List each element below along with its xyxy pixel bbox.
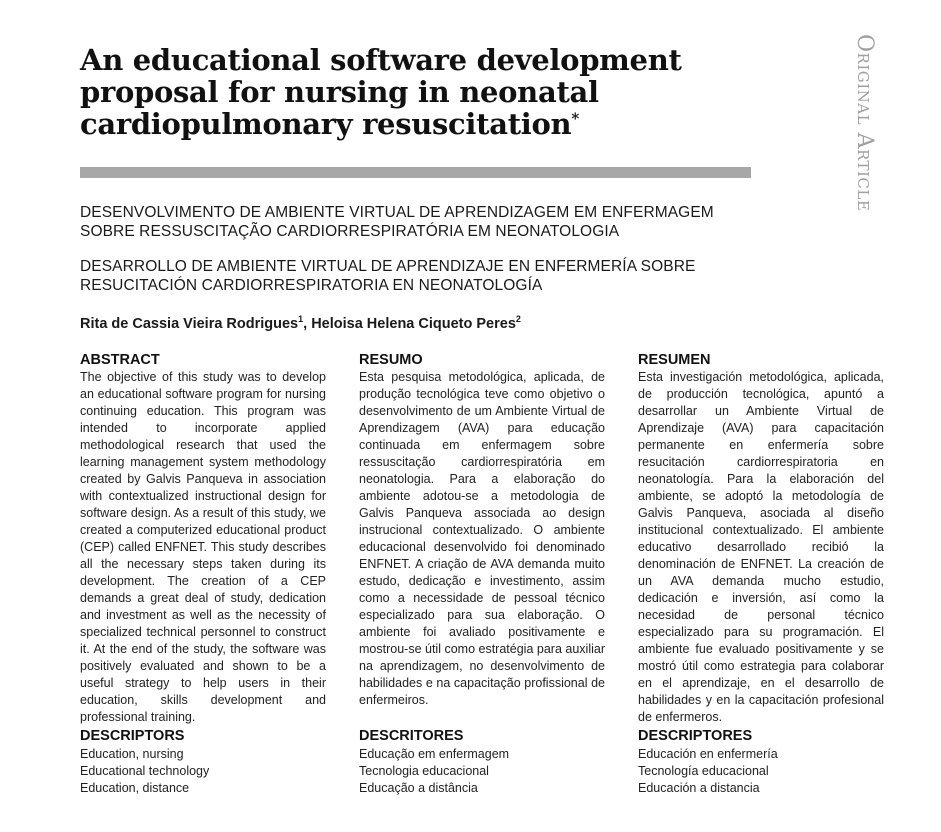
descriptor-list [80, 746, 326, 797]
article-title [80, 44, 740, 140]
abstract-portuguese [359, 351, 605, 709]
descriptor-item: Tecnología educacional [638, 764, 769, 778]
descriptors-english [80, 727, 326, 797]
author-list [80, 314, 521, 332]
author-affiliation-mark: 1 [298, 314, 304, 324]
descriptor-item: Educational technology [80, 764, 210, 778]
abstract-text: Esta investigación metodológica, aplicada, de producción tecnológica, apuntó a desarrollar un Ambiente Virtual de Aprendizaje (AVA) para capacitación permanente en enfermería sobre resucitación cardiorrespiratoria en neonatología. Para la elaboración del ambiente, se adoptó la metodología de Galvis Panqueva, asociada al diseño institucional contextualizado. El ambiente educativo desarrollado recibió la denominación de ENFNET. La creación de un AVA demanda mucho estudio, dedicación e inversión, así como la necesidad de personal técnico especializado para su programación. El ambiente fue evaluado positivamente y se mostró útil como estrategia para colaborar en el aprendizaje, en el desarrollo de habilidades y en la capacitación profesional de enfermeros. [638, 370, 884, 724]
author-name: Heloisa Helena Ciqueto Peres [311, 315, 516, 332]
descriptor-item: Tecnologia educacional [359, 764, 489, 778]
descriptor-item: Educación a distancia [638, 781, 760, 795]
descriptors-spanish [638, 727, 884, 797]
abstract-heading: RESUMO [359, 352, 423, 368]
abstract-text: The objective of this study was to develop an educational software program for nursing continuing education. This program was intended to incorporate applied methodological research that used the learning management system methodology created by Galvis Panqueva in association with contextualized instructional design for software design. As a result of this study, we created a computerized educational product (CEP) called ENFNET. This study describes all the necessary steps taken during its development. The creation of a CEP demands a great deal of study, dedication and investment as well as the necessity of specialized technical personnel to construct it. At the end of the study, the software was positively evaluated and shown to be a useful strategy to help users in their education, skills development and professional training. [80, 370, 326, 724]
article-title-text: An educational software development proposal for nursing in neonatal cardiopulmonary resuscitation [80, 43, 682, 141]
abstract-heading: RESUMEN [638, 352, 711, 368]
title-footnote-mark: * [571, 109, 579, 128]
descriptor-list [638, 746, 884, 797]
title-divider-bar [80, 167, 751, 178]
abstract-english [80, 351, 326, 726]
abstract-text: Esta pesquisa metodológica, aplicada, de produção tecnológica teve como objetivo o desenvolvimento de um Ambiente Virtual de Aprendizagem (AVA) para educação continuada em enfermagem sobre ressuscitação cardiorrespiratória em neonatologia. Para a elaboração do ambiente adotou-se a metodologia de Galvis Panqueva associada ao design instrucional contextualizado. O ambiente educacional desenvolvido foi denominado ENFNET. A criação de AVA demanda muito estudo, dedicação e investimento, assim como a necessidade de pessoal técnico especializado para sua elaboração. O ambiente foi avaliado positivamente e mostrou-se útil como estratégia para auxiliar na aprendizagem, no desenvolvimento de habilidades e na capacitação profissional de enfermeiros. [359, 370, 605, 707]
abstract-heading: ABSTRACT [80, 352, 160, 368]
article-type-label: Original Article [852, 34, 877, 212]
descriptors-heading: DESCRITORES [359, 728, 464, 744]
descriptor-item: Education, nursing [80, 747, 184, 761]
subtitle-spanish: DESARROLLO DE AMBIENTE VIRTUAL DE APRENDIZAJE EN ENFERMERÍA SOBRE RESUCITACIÓN CARDIORRESPIRATORIA EN NEONATOLOGÍA [80, 258, 696, 294]
author-affiliation-mark: 2 [515, 314, 521, 324]
author-name: Rita de Cassia Vieira Rodrigues [80, 315, 299, 332]
subtitle-portuguese: DESENVOLVIMENTO DE AMBIENTE VIRTUAL DE APRENDIZAGEM EM ENFERMAGEM SOBRE RESSUSCITAÇÃO CARDIORRESPIRATÓRIA EM NEONATOLOGIA [80, 204, 714, 240]
descriptors-heading: DESCRIPTORS [80, 728, 185, 744]
descriptors-portuguese [359, 727, 605, 797]
descriptor-list [359, 746, 605, 797]
descriptor-item: Educación en enfermería [638, 747, 778, 761]
descriptor-item: Education, distance [80, 781, 190, 795]
abstract-spanish [638, 351, 884, 726]
descriptor-item: Educação a distância [359, 781, 478, 795]
descriptors-heading: DESCRIPTORES [638, 728, 753, 744]
author-separator: , [303, 315, 312, 332]
descriptor-item: Educação em enfermagem [359, 747, 510, 761]
